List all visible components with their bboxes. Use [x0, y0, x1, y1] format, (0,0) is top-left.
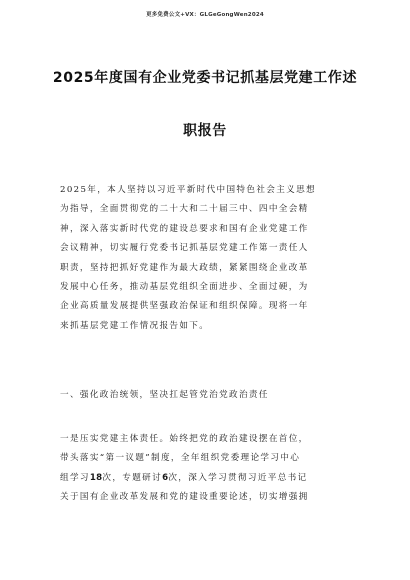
para1-line-4: 关于国有企业改革发展和党的建设重要论述，切实增强拥	[60, 492, 309, 503]
intro-line-4: 会议精神，切实履行党委书记抓基层党建工作第一责任人	[60, 243, 309, 254]
para1-line-3	[60, 469, 355, 488]
header-note: 更多免费公文+VX：GLGeGongWen2024	[146, 12, 264, 18]
para1-number-6: 6	[162, 472, 169, 483]
para1-number-18: 18	[89, 472, 103, 483]
document-title-line-1: 2025年度国有企业党委书记抓基层党建工作述	[52, 70, 358, 86]
section-1-heading: 一、强化政治统领，坚决扛起管党治党政治责任	[60, 390, 269, 400]
intro-line-8: 来抓基层党建工作情况报告如下。	[60, 320, 210, 331]
intro-line-7: 企业高质量发展提供坚强政治保证和组织保障。现将一年	[60, 301, 309, 312]
para1-line-3-part-c: 次，深入学习贯彻习近平总书记	[168, 472, 308, 483]
intro-line-2: 为指导，全面贯彻党的二十大和二十届三中、四中全会精	[60, 204, 309, 215]
intro-paragraph	[60, 181, 355, 336]
intro-line-6: 发展中心任务，推动基层党组织全面进步、全面过硬，为	[60, 282, 309, 293]
para1-line-1: 一是压实党建主体责任。始终把党的政治建设摆在首位，	[60, 434, 309, 444]
intro-line-1: 2025年，本人坚持以习近平新时代中国特色社会主义思想	[60, 185, 316, 195]
document-title-line-2: 职报告	[183, 123, 227, 139]
intro-line-5: 职责，坚持把抓好党建作为最大政绩，紧紧围绕企业改革	[60, 262, 309, 273]
para1-line-2: 带头落实“第一议题”制度，全年组织党委理论学习中心	[60, 453, 301, 464]
intro-line-3: 神，深入落实新时代党的建设总要求和国有企业党建工作	[60, 223, 309, 234]
para1-line-3-part-b: 次，专题研讨	[102, 472, 163, 483]
section-1-paragraph	[60, 430, 355, 508]
para1-line-3-part-a: 组学习	[60, 472, 90, 483]
